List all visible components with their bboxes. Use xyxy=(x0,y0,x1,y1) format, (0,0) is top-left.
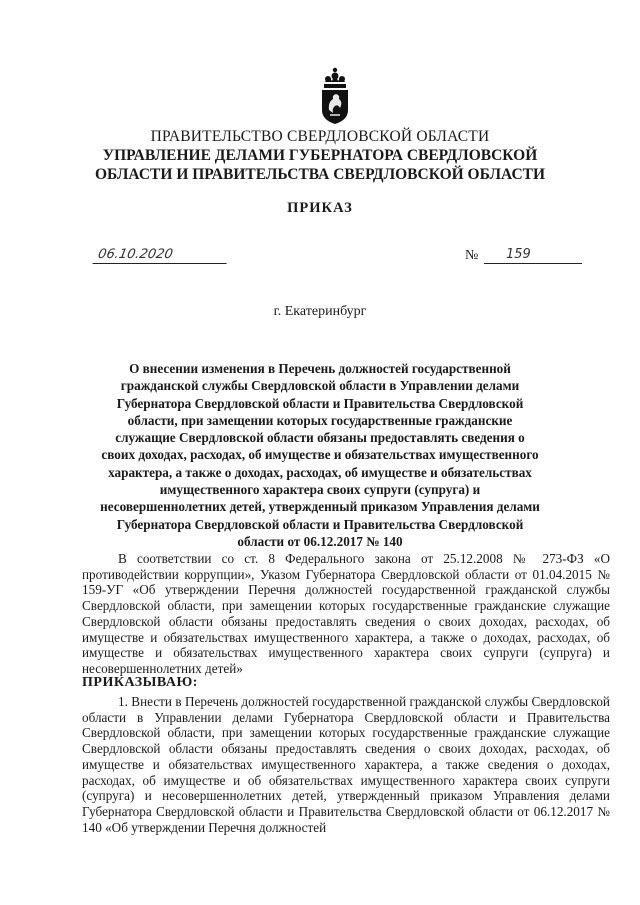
city: г. Екатеринбург xyxy=(273,304,367,319)
order-number: 159 xyxy=(484,247,582,264)
order-title: О внесении изменения в Перечень должностей государственной гражданской службы Свердловской области в Управлении делами Губернатора Свердловской области и Правительства Свердловской области, при замещении которых государственные гражданские служащие Свердловской области обязаны предоставлять сведения о своих доходах, расходах, об имуществе и обязательствах имущественного характера, а также о доходах, расходах, об имуществе и обязательствах имущественного характера своих супруги (супруга) и несовершеннолетних детей, утвержденный приказом Управления делами Губернатора Свердловской области и Правительства Свердловской области от 06.12.2017 № 140 xyxy=(100,361,540,549)
preamble-paragraph xyxy=(82,551,610,677)
document-type: ПРИКАЗ xyxy=(287,200,353,216)
preamble-text: В соответствии со ст. 8 Федерального закона от 25.12.2008 № 273-ФЗ «О противодействии коррупции», Указом Губернатора Свердловской области от 01.04.2015 № 159-УГ «Об утверждении Перечня должностей государственной гражданской службы Свердловской области, при замещении которых государственные гражданские служащие Свердловской области обязаны предоставлять сведения о своих доходах, расходах, об имуществе и обязательствах имущественного характера, а также о доходах, расходах, об имуществе и обязательствах имущественного характера своих супруги (супруга) и несовершеннолетних детей» xyxy=(82,551,610,676)
department-name-line-2: ОБЛАСТИ И ПРАВИТЕЛЬСТВА СВЕРДЛОВСКОЙ ОБЛАСТИ xyxy=(94,166,546,183)
department-name-line-1: УПРАВЛЕНИЕ ДЕЛАМИ ГУБЕРНАТОРА СВЕРДЛОВСКОЙ xyxy=(102,147,538,164)
order-word: ПРИКАЗЫВАЮ: xyxy=(82,675,198,690)
number-label: № xyxy=(465,248,479,263)
order-item-1: 1. Внести в Перечень должностей государственной гражданской службы Свердловской области в Управлении делами Губернатора Свердловской области и Правительства Свердловской области, при замещении которых государственные гражданские служащие Свердловской области обязаны предоставлять сведения о своих доходах, расходах, об имуществе и обязательствах имущественного характера, а также сведения о доходах, расходах, об имуществе и об обязательствах имущественного характера своих супруги (супруга) и несовершеннолетних детей, утвержденный приказом Управления делами Губернатора Свердловской области и Правительства Свердловской области от 06.12.2017 № 140 «Об утверждении Перечня должностей xyxy=(82,694,610,835)
government-name: ПРАВИТЕЛЬСТВО СВЕРДЛОВСКОЙ ОБЛАСТИ xyxy=(150,128,490,145)
order-date: 06.10.2020 xyxy=(93,247,230,264)
coat-of-arms-emblem xyxy=(318,66,352,126)
department-name xyxy=(0,146,640,184)
